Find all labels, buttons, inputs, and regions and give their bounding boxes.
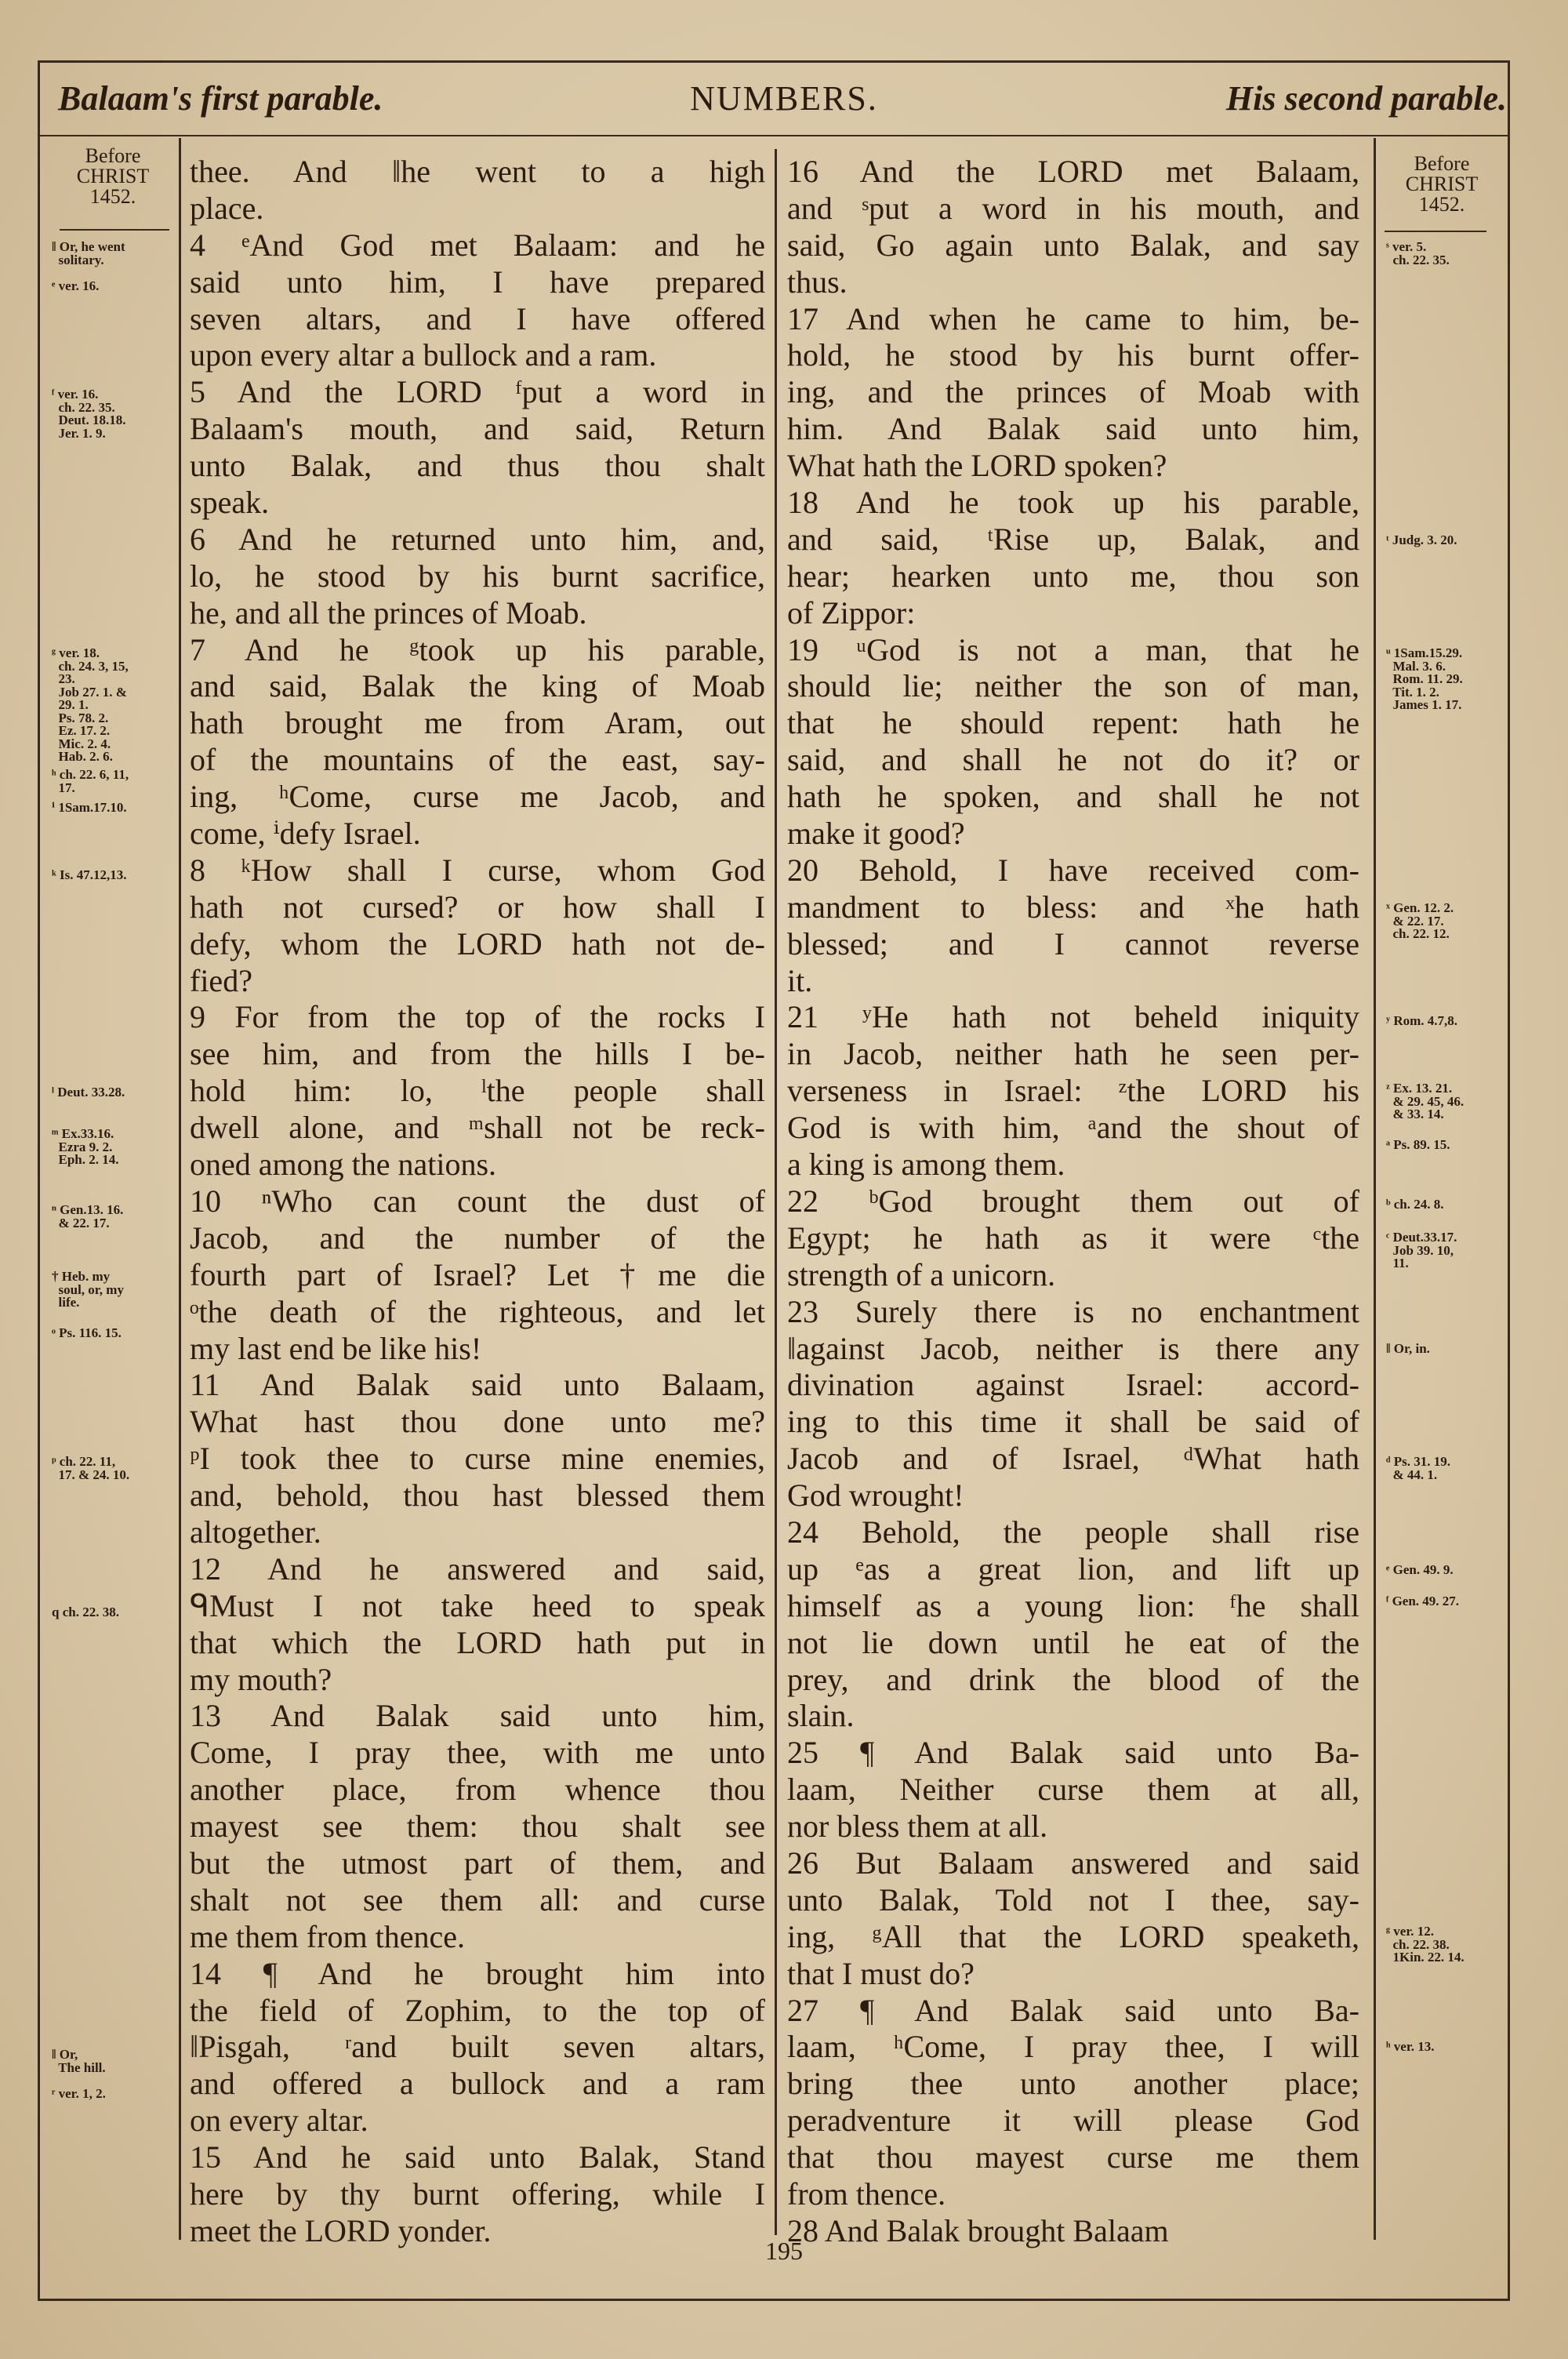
text-line: prey, and drink the blood of the <box>787 1661 1359 1697</box>
text-line: unto Balak, and thus thou shalt <box>190 448 765 484</box>
text-line: meet the LORD yonder. <box>190 2212 492 2248</box>
text-line: of the mountains of the east, say- <box>190 742 765 778</box>
text-line: ᵖI took thee to curse mine enemies, <box>190 1441 765 1477</box>
text-line: 25 ¶ And Balak said unto Ba- <box>787 1735 1359 1771</box>
text-line: shalt not see them all: and curse <box>190 1881 765 1917</box>
text-line: here by thy burnt offering, while I <box>190 2175 765 2212</box>
column-divider <box>775 149 777 2235</box>
left-margin-divider <box>179 138 181 2240</box>
text-line: 27 ¶ And Balak said unto Ba- <box>787 1992 1359 2028</box>
text-line: 16 And the LORD met Balaam, <box>787 154 1359 189</box>
text-line: 7 And he ᵍtook up his parable, <box>190 631 765 667</box>
text-line: ing, and the princes of Moab with <box>787 374 1359 410</box>
text-line: ing, ʰCome, curse me Jacob, and <box>190 779 765 815</box>
text-line: upon every altar a bullock and a ram. <box>190 337 657 373</box>
text-line: 28 And Balak brought Balaam <box>787 2212 1169 2248</box>
text-line: fourth part of Israel? Let †me die <box>190 1256 765 1292</box>
text-line: divination against Israel: accord- <box>787 1367 1359 1403</box>
text-line: ing, ᵍAll that the LORD speaketh, <box>787 1918 1359 1954</box>
text-line: 21 ʸHe hath not beheld iniquity <box>787 999 1359 1035</box>
before-label: Before <box>85 144 141 167</box>
christ-label: CHRIST <box>76 165 150 187</box>
text-line: and offered a bullock and a ram <box>190 2066 765 2102</box>
text-line: 23 Surely there is no enchantment <box>787 1293 1359 1329</box>
text-line: and ˢput a word in his mouth, and <box>787 190 1359 226</box>
cross-reference-note: ˣ Gen. 12. 2. & 22. 17. ch. 22. 12. <box>1386 900 1454 941</box>
text-line: defy, whom the LORD hath not de- <box>190 925 765 961</box>
text-line: come, ⁱdefy Israel. <box>190 816 421 852</box>
text-line: thus. <box>787 264 848 300</box>
cross-reference-note: ᵃ Ps. 89. 15. <box>1386 1137 1450 1152</box>
cross-reference-note: ᵖ ch. 22. 11, 17. & 24. 10. <box>52 1454 130 1482</box>
text-line: 13 And Balak said unto him, <box>190 1698 765 1734</box>
text-line: laam, Neither curse them at all, <box>787 1772 1359 1808</box>
text-line: ᵒthe death of the righteous, and let <box>190 1293 765 1329</box>
cross-reference-note: ‖ Or, he went solitary. <box>52 239 125 267</box>
text-line: thee. And ‖he went to a high <box>190 154 765 189</box>
cross-reference-note: ᵇ ch. 24. 8. <box>1386 1197 1444 1212</box>
text-line: that which the LORD hath put in <box>190 1624 765 1660</box>
text-line: that he should repent: hath he <box>787 705 1359 741</box>
cross-reference-note: ʰ ver. 13. <box>1386 2039 1435 2054</box>
cross-reference-note: ‖ Or, in. <box>1386 1341 1430 1356</box>
text-line: from thence. <box>787 2175 946 2212</box>
left-text-column <box>190 154 765 2250</box>
text-line: and said, Balak the king of Moab <box>190 668 765 704</box>
cross-reference-note: ʰ ch. 22. 6, 11, 17. <box>52 767 129 795</box>
cross-reference-note: ᵍ ver. 18. ch. 24. 3, 15, 23. Job 27. 1. & 29. 1. Ps. 78. 2. Ez. 17. 2. Mic. 2. 4. Hab. 2. 6. <box>52 645 129 764</box>
text-line: hold him: lo, ˡthe people shall <box>190 1073 765 1109</box>
cross-reference-note: ᵏ Is. 47.12,13. <box>52 867 127 882</box>
text-line: ‖Pisgah, ʳand built seven altars, <box>190 2029 765 2065</box>
text-line: of Zippor: <box>787 594 916 631</box>
text-line: nor bless them at all. <box>787 1808 1048 1845</box>
cross-reference-note: ᶻ Ex. 13. 21. & 29. 45, 46. & 33. 14. <box>1386 1081 1465 1121</box>
christ-label: CHRIST <box>1405 173 1479 195</box>
text-line: and said, ᵗRise up, Balak, and <box>787 521 1359 557</box>
text-line: laam, ʰCome, I pray thee, I will <box>787 2029 1359 2065</box>
right-margin-divider <box>1374 138 1376 2240</box>
before-christ-right <box>1383 154 1501 215</box>
cross-reference-note: ˡ Deut. 33.28. <box>52 1085 125 1100</box>
cross-reference-note: † Heb. my soul, or, my life. <box>52 1269 124 1310</box>
cross-reference-note: ᶜ Deut.33.17. Job 39. 10, 11. <box>1386 1230 1457 1270</box>
text-line: my mouth? <box>190 1661 332 1697</box>
text-line: hath he spoken, and shall he not <box>787 779 1359 815</box>
text-line: said, Go again unto Balak, and say <box>787 227 1359 263</box>
text-line: 17 And when he came to him, be- <box>787 300 1359 336</box>
text-line: 4 ᵉAnd God met Balaam: and he <box>190 227 765 263</box>
text-line: hold, he stood by his burnt offer- <box>787 337 1359 373</box>
cross-reference-note: ᶠ Gen. 49. 27. <box>1386 1594 1460 1608</box>
text-line: Balaam's mouth, and said, Return <box>190 411 765 447</box>
text-line: God is with him, ᵃand the shout of <box>787 1110 1359 1146</box>
cross-reference-note: ʳ ver. 1, 2. <box>52 2086 106 2101</box>
text-line: bring thee unto another place; <box>787 2066 1359 2102</box>
text-line: blessed; and I cannot reverse <box>787 925 1359 961</box>
cross-reference-note: ‖ Or, The hill. <box>52 2047 106 2075</box>
text-line: that I must do? <box>787 1955 975 1991</box>
cross-reference-note: ᶠ ver. 16. ch. 22. 35. Deut. 18.18. Jer. 1. 9. <box>52 387 126 441</box>
text-line: up ᵉas a great lion, and lift up <box>787 1550 1359 1587</box>
text-line: Jacob and of Israel, ᵈWhat hath <box>787 1441 1359 1477</box>
text-line: hear; hearken unto me, thou son <box>787 558 1359 594</box>
year-label: 1452. <box>1418 193 1465 216</box>
text-line: dwell alone, and ᵐshall not be reck- <box>190 1110 765 1146</box>
cross-reference-note: ᵈ Ps. 31. 19. & 44. 1. <box>1386 1454 1451 1482</box>
cross-reference-note: ᵉ Gen. 49. 9. <box>1386 1562 1454 1577</box>
text-line: he, and all the princes of Moab. <box>190 594 587 631</box>
text-line: ‖against Jacob, neither is there any <box>787 1330 1359 1366</box>
text-line: see him, and from the hills I be- <box>190 1036 765 1072</box>
page-number: 195 <box>765 2237 803 2265</box>
text-line: not lie down until he eat of the <box>787 1624 1359 1660</box>
cross-reference-note: ⁱ 1Sam.17.10. <box>52 800 127 815</box>
right-text-column <box>787 154 1359 2250</box>
text-line: strength of a unicorn. <box>787 1256 1056 1292</box>
text-line: my last end be like his! <box>190 1330 482 1366</box>
running-head-left: Balaam's first parable. <box>58 79 383 118</box>
cross-reference-note: ʸ Rom. 4.7,8. <box>1386 1013 1458 1028</box>
text-line: 9 For from the top of the rocks I <box>190 999 765 1035</box>
text-line: verseness in Israel: ᶻthe LORD his <box>787 1073 1359 1109</box>
text-line: but the utmost part of them, and <box>190 1845 765 1881</box>
text-line: that thou mayest curse me them <box>787 2139 1359 2175</box>
text-line: it. <box>787 962 813 998</box>
year-label: 1452. <box>89 185 136 208</box>
cross-reference-note: ᵘ 1Sam.15.29. Mal. 3. 6. Rom. 11. 29. Tit. 1. 2. James 1. 17. <box>1386 645 1463 712</box>
text-line: 22 ᵇGod brought them out of <box>787 1183 1359 1219</box>
text-line: ing to this time it shall be said of <box>787 1404 1359 1440</box>
text-line: should lie; neither the son of man, <box>787 668 1359 704</box>
text-line: 11 And Balak said unto Balaam, <box>190 1367 765 1403</box>
text-line: 26 But Balaam answered and said <box>787 1845 1359 1881</box>
text-line: 24 Behold, the people shall rise <box>787 1514 1359 1550</box>
text-line: mandment to bless: and ˣhe hath <box>787 889 1359 925</box>
margin-rule-left <box>60 229 169 231</box>
header-rule <box>39 135 1508 136</box>
text-line: ᑫMust I not take heed to speak <box>190 1587 765 1623</box>
text-line: 19 ᵘGod is not a man, that he <box>787 631 1359 667</box>
text-line: Jacob, and the number of the <box>190 1219 765 1256</box>
text-line: peradventure it will please God <box>787 2103 1359 2139</box>
text-line: 15 And he said unto Balak, Stand <box>190 2139 765 2175</box>
text-line: 6 And he returned unto him, and, <box>190 521 765 557</box>
cross-reference-note: ᵐ Ex.33.16. Ezra 9. 2. Eph. 2. 14. <box>52 1126 119 1167</box>
cross-reference-note: ᵒ Ps. 116. 15. <box>52 1325 122 1340</box>
cross-reference-note: ᵉ ver. 16. <box>52 278 100 293</box>
text-line: Egypt; he hath as it were ᶜthe <box>787 1219 1359 1256</box>
cross-reference-note: ᵗ Judg. 3. 20. <box>1386 533 1457 547</box>
text-line: make it good? <box>787 816 965 852</box>
text-line: lo, he stood by his burnt sacrifice, <box>190 558 765 594</box>
cross-reference-note: ᵍ ver. 12. ch. 22. 38. 1Kin. 22. 14. <box>1386 1924 1465 1965</box>
text-line: fied? <box>190 962 252 998</box>
text-line: What hast thou done unto me? <box>190 1404 765 1440</box>
text-line: Come, I pray thee, with me unto <box>190 1735 765 1771</box>
text-line: unto Balak, Told not I thee, say- <box>787 1881 1359 1917</box>
text-line: seven altars, and I have offered <box>190 300 765 336</box>
text-line: me them from thence. <box>190 1918 465 1954</box>
margin-rule-right <box>1385 231 1486 232</box>
text-line: hath brought me from Aram, out <box>190 705 765 741</box>
text-line: another place, from whence thou <box>190 1772 765 1808</box>
text-line: himself as a young lion: ᶠhe shall <box>787 1587 1359 1623</box>
text-line: 12 And he answered and said, <box>190 1550 765 1587</box>
text-line: said, and shall he not do it? or <box>787 742 1359 778</box>
text-line: place. <box>190 190 264 226</box>
text-line: 8 ᵏHow shall I curse, whom God <box>190 852 765 888</box>
text-line: said unto him, I have prepared <box>190 264 765 300</box>
text-line: speak. <box>190 485 270 521</box>
text-line: slain. <box>787 1698 855 1734</box>
text-line: What hath the LORD spoken? <box>787 448 1167 484</box>
text-line: a king is among them. <box>787 1147 1065 1183</box>
text-line: altogether. <box>190 1514 321 1550</box>
running-head-right: His second parable. <box>1225 79 1507 118</box>
text-line: 18 And he took up his parable, <box>787 485 1359 521</box>
cross-reference-note: q ch. 22. 38. <box>52 1605 119 1619</box>
before-christ-left <box>47 146 179 207</box>
text-line: 20 Behold, I have received com- <box>787 852 1359 888</box>
text-line: 10 ⁿWho can count the dust of <box>190 1183 765 1219</box>
text-line: oned among the nations. <box>190 1147 497 1183</box>
cross-reference-note: ⁿ Gen.13. 16. & 22. 17. <box>52 1202 124 1230</box>
text-line: 5 And the LORD ᶠput a word in <box>190 374 765 410</box>
text-line: 14 ¶ And he brought him into <box>190 1955 765 1991</box>
text-line: God wrought! <box>787 1478 964 1514</box>
cross-reference-note: ˢ ver. 5. ch. 22. 35. <box>1386 239 1450 267</box>
text-line: hath not cursed? or how shall I <box>190 889 765 925</box>
text-line: the field of Zophim, to the top of <box>190 1992 765 2028</box>
text-line: on every altar. <box>190 2103 368 2139</box>
text-line: and, behold, thou hast blessed them <box>190 1478 765 1514</box>
text-line: mayest see them: thou shalt see <box>190 1808 765 1845</box>
text-line: him. And Balak said unto him, <box>787 411 1359 447</box>
text-line: in Jacob, neither hath he seen per- <box>787 1036 1359 1072</box>
before-label: Before <box>1414 152 1470 175</box>
book-title: NUMBERS. <box>690 79 878 118</box>
